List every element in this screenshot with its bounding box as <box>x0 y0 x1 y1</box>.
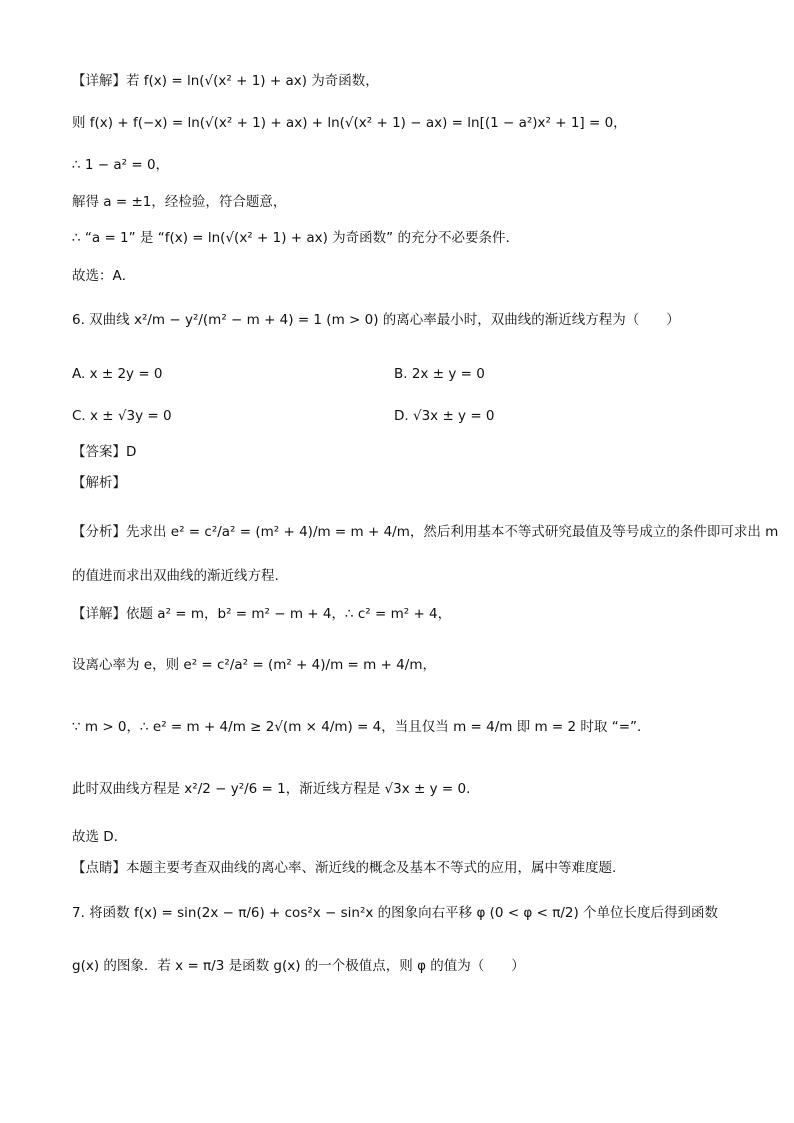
option-d: D. √3x ± y = 0 <box>394 408 495 424</box>
detail-line-2: 则 f(x) + f(−x) = ln(√(x² + 1) + ax) + ln(√(x² + 1) − ax) = ln[(1 − a²)x² + 1] = 0， <box>72 115 627 131</box>
detail-line-7: 【详解】依题 a² = m，b² = m² − m + 4，∴ c² = m² + 4， <box>72 606 452 622</box>
options-row <box>72 364 722 384</box>
option-b: B. 2x ± y = 0 <box>394 366 485 382</box>
question-6-stem: 6. 双曲线 x²/m − y²/(m² − m + 4) = 1 (m > 0) 的离心率最小时，双曲线的渐近线方程为（ ） <box>72 312 680 328</box>
analysis-line-2: 的值进而求出双曲线的渐近线方程. <box>72 568 279 584</box>
question-7-line-1: 7. 将函数 f(x) = sin(2x − π/6) + cos²x − sin²x 的图象向右平移 φ (0 < φ < π/2) 个单位长度后得到函数 <box>72 905 719 921</box>
question-7-line-2: g(x) 的图象．若 x = π/3 是函数 g(x) 的一个极值点，则 φ 的值为（ ） <box>72 958 525 974</box>
detail-line-10: 此时双曲线方程是 x²/2 − y²/6 = 1，渐近线方程是 √3x ± y = 0. <box>72 781 471 797</box>
analysis-line-1: 【分析】先求出 e² = c²/a² = (m² + 4)/m = m + 4/m，然后利用基本不等式研究最值及等号成立的条件即可求出 m <box>72 524 779 540</box>
detail-line-5: ∴ “a = 1” 是 “f(x) = ln(√(x² + 1) + ax) 为奇函数” 的充分不必要条件. <box>72 230 510 246</box>
detail-line-9: ∵ m > 0，∴ e² = m + 4/m ≥ 2√(m × 4/m) = 4，当且仅当 m = 4/m 即 m = 2 时取 “=”. <box>72 719 642 735</box>
option-a: A. x ± 2y = 0 <box>72 366 163 382</box>
detail-line-6: 故选：A． <box>72 268 136 284</box>
detail-line-1: 【详解】若 f(x) = ln(√(x² + 1) + ax) 为奇函数， <box>72 73 379 89</box>
options-row <box>72 406 722 426</box>
detail-line-3: ∴ 1 − a² = 0， <box>72 157 170 173</box>
comment-line: 【点睛】本题主要考查双曲线的离心率、渐近线的概念及基本不等式的应用，属中等难度题. <box>72 860 617 876</box>
detail-line-11: 故选 D. <box>72 829 118 845</box>
answer-label: 【答案】D <box>72 444 137 460</box>
detail-line-8: 设离心率为 e，则 e² = c²/a² = (m² + 4)/m = m + 4/m， <box>72 657 436 673</box>
analysis-label: 【解析】 <box>72 475 126 491</box>
option-c: C. x ± √3y = 0 <box>72 408 172 424</box>
detail-line-4: 解得 a = ±1，经检验，符合题意， <box>72 194 287 210</box>
